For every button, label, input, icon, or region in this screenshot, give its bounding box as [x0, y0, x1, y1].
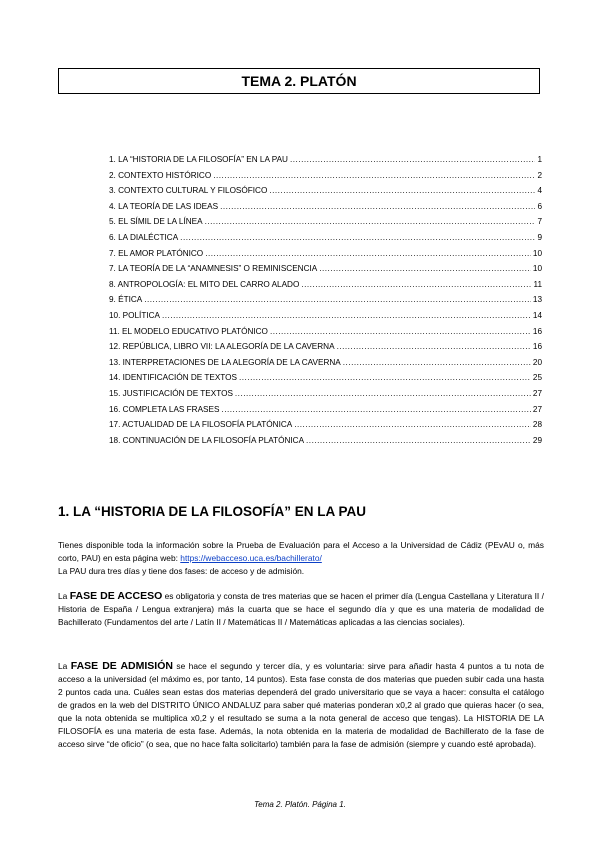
- fase-acceso-prefix: La: [58, 591, 70, 601]
- toc-entry-label: 16. COMPLETA LAS FRASES: [109, 404, 220, 414]
- toc-entry[interactable]: [109, 358, 542, 374]
- toc-leader-dots: [337, 342, 531, 351]
- toc-entry[interactable]: [109, 295, 542, 311]
- toc-entry[interactable]: [109, 155, 542, 171]
- toc-entry-page: 2: [537, 170, 542, 180]
- toc-leader-dots: [144, 295, 531, 304]
- toc-entry[interactable]: [109, 420, 542, 436]
- toc-leader-dots: [343, 358, 531, 367]
- toc-leader-dots: [221, 405, 530, 414]
- toc-entry-page: 7: [537, 217, 542, 227]
- toc-entry[interactable]: [109, 389, 542, 405]
- toc-leader-dots: [213, 171, 535, 180]
- toc-entry-label: 7. EL AMOR PLATÓNICO: [109, 248, 204, 258]
- toc-entry-label: 8. ANTROPOLOGÍA: EL MITO DEL CARRO ALADO: [109, 279, 300, 289]
- toc-entry-page: 20: [532, 357, 542, 367]
- paragraph-fase-admision: [58, 660, 544, 751]
- toc-entry-page: 16: [532, 342, 542, 352]
- toc-entry-label: 12. REPÚBLICA, LIBRO VII: LA ALEGORÍA DE LA CAVERNA: [109, 342, 335, 352]
- toc-entry[interactable]: [109, 202, 542, 218]
- toc-entry[interactable]: [109, 171, 542, 187]
- table-of-contents: [109, 155, 542, 451]
- toc-leader-dots: [301, 280, 531, 289]
- toc-entry-label: 17. ACTUALIDAD DE LA FILOSOFÍA PLATÓNICA: [109, 420, 293, 430]
- toc-leader-dots: [220, 202, 535, 211]
- toc-leader-dots: [235, 389, 531, 398]
- toc-entry-page: 6: [537, 201, 542, 211]
- toc-entry-page: 11: [533, 279, 542, 289]
- toc-entry-page: 1: [537, 155, 542, 164]
- section-heading: 1. LA “HISTORIA DE LA FILOSOFÍA” EN LA PAU: [58, 504, 367, 519]
- page-footer: Tema 2. Platón. Página 1.: [254, 800, 346, 809]
- toc-entry-label: 14. IDENTIFICACIÓN DE TEXTOS: [109, 373, 237, 383]
- toc-entry-label: 6. LA DIALÉCTICA: [109, 232, 179, 242]
- toc-entry-page: 28: [532, 420, 542, 430]
- intro-text: Tienes disponible toda la información sobre la Prueba de Evaluación para el Acceso a la Universidad de Cádiz (PEvAU o, más corto, PAU) en esta página web:: [58, 540, 544, 563]
- toc-entry[interactable]: [109, 327, 542, 343]
- toc-entry-page: 13: [532, 295, 542, 305]
- toc-entry-label: 10. POLÍTICA: [109, 310, 160, 320]
- toc-entry-label: 9. ÉTICA: [109, 295, 143, 305]
- toc-entry[interactable]: [109, 280, 542, 296]
- page-title: TEMA 2. PLATÓN: [58, 68, 540, 94]
- paragraph-fase-acceso: [58, 590, 544, 629]
- toc-leader-dots: [205, 249, 531, 258]
- toc-entry-label: 7. LA TEORÍA DE LA “ANAMNESIS” O REMINISCENCIA: [109, 264, 318, 274]
- fase-acceso-text: es obligatoria y consta de tres materias que se hacen el primer día (Lengua Castellana y Literatura II / Historia de España / Lengua extranjera) más la cuarta que se hace el segundo día y que es una materia de modalidad de Bachillerato (Fundamentos del arte / Latín II / Matemáticas II / Matemáticas aplicadas a las ciencias sociales).: [58, 591, 544, 627]
- toc-leader-dots: [205, 217, 536, 226]
- toc-entry-page: 10: [532, 248, 542, 258]
- toc-entry[interactable]: [109, 373, 542, 389]
- toc-entry-page: 10: [532, 264, 542, 274]
- toc-entry[interactable]: [109, 249, 542, 265]
- toc-entry[interactable]: [109, 436, 542, 452]
- toc-leader-dots: [180, 233, 535, 242]
- toc-entry-page: 29: [532, 435, 542, 445]
- toc-entry-label: 5. EL SÍMIL DE LA LÍNEA: [109, 217, 203, 227]
- toc-entry[interactable]: [109, 342, 542, 358]
- toc-entry[interactable]: [109, 311, 542, 327]
- toc-entry-label: 11. EL MODELO EDUCATIVO PLATÓNICO: [109, 326, 268, 336]
- fase-acceso-title: FASE DE ACCESO: [69, 590, 163, 602]
- fase-admision-title: FASE DE ADMISIÓN: [70, 660, 173, 672]
- fase-admision-prefix: La: [58, 661, 71, 671]
- toc-entry-page: 14: [532, 310, 542, 320]
- toc-leader-dots: [239, 373, 531, 382]
- toc-entry[interactable]: [109, 405, 542, 421]
- toc-entry[interactable]: [109, 264, 542, 280]
- toc-entry-label: 3. CONTEXTO CULTURAL Y FILOSÓFICO: [109, 186, 268, 196]
- toc-entry-label: 1. LA “HISTORIA DE LA FILOSOFÍA” EN LA PAU: [109, 155, 288, 164]
- paragraph-intro: [58, 539, 544, 578]
- toc-entry[interactable]: [109, 233, 542, 249]
- toc-entry-label: 18. CONTINUACIÓN DE LA FILOSOFÍA PLATÓNICA: [109, 435, 305, 445]
- toc-entry-page: 27: [532, 388, 542, 398]
- toc-leader-dots: [270, 327, 531, 336]
- toc-leader-dots: [319, 264, 531, 273]
- toc-entry-label: 13. INTERPRETACIONES DE LA ALEGORÍA DE LA CAVERNA: [109, 357, 341, 367]
- toc-leader-dots: [162, 311, 531, 320]
- toc-entry[interactable]: [109, 217, 542, 233]
- toc-entry-page: 25: [532, 373, 542, 383]
- toc-leader-dots: [269, 186, 535, 195]
- toc-entry-page: 16: [532, 326, 542, 336]
- toc-leader-dots: [306, 436, 531, 445]
- toc-entry-label: 2. CONTEXTO HISTÓRICO: [109, 170, 212, 180]
- toc-leader-dots: [294, 420, 531, 429]
- intro-line-2: La PAU dura tres días y tiene dos fases: de acceso y de admisión.: [58, 566, 305, 576]
- toc-leader-dots: [290, 155, 535, 164]
- toc-entry-page: 4: [537, 186, 542, 196]
- toc-entry-page: 9: [537, 232, 542, 242]
- toc-entry[interactable]: [109, 186, 542, 202]
- pau-web-link[interactable]: https://webacceso.uca.es/bachillerato/: [180, 553, 322, 563]
- toc-entry-label: 4. LA TEORÍA DE LAS IDEAS: [109, 201, 219, 211]
- toc-entry-label: 15. JUSTIFICACIÓN DE TEXTOS: [109, 388, 233, 398]
- toc-entry-page: 27: [532, 404, 542, 414]
- fase-admision-text: se hace el segundo y tercer día, y es voluntaria: sirve para añadir hasta 4 puntos a tu nota de acceso a la universidad (el máximo es, por tanto, 14 puntos). Esta fase consta de dos materias que pueden subir cada una hasta 2 puntos cada una. Cuáles sean estas dos materias dependerá del grado universitario que se vaya a hacer: consulta el catálogo de grados en la web del DISTRITO ÚNICO ANDALUZ para saber qué materias ponderan x0,2 al grado que quieras hacer (o sea, que la nota obtenida se multiplica x0,2 y el resultado se suma a la nota general de acceso que tengas). La HISTORIA DE LA FILOSOFÍA es una materia de esta fase. Además, la nota obtenida en la materia de modalidad de Bachillerato de la fase de acceso sirve “de oficio” (o sea, que no hace falta solicitarlo) también para la fase de admisión (siempre y cuando esté aprobada).: [58, 661, 544, 749]
